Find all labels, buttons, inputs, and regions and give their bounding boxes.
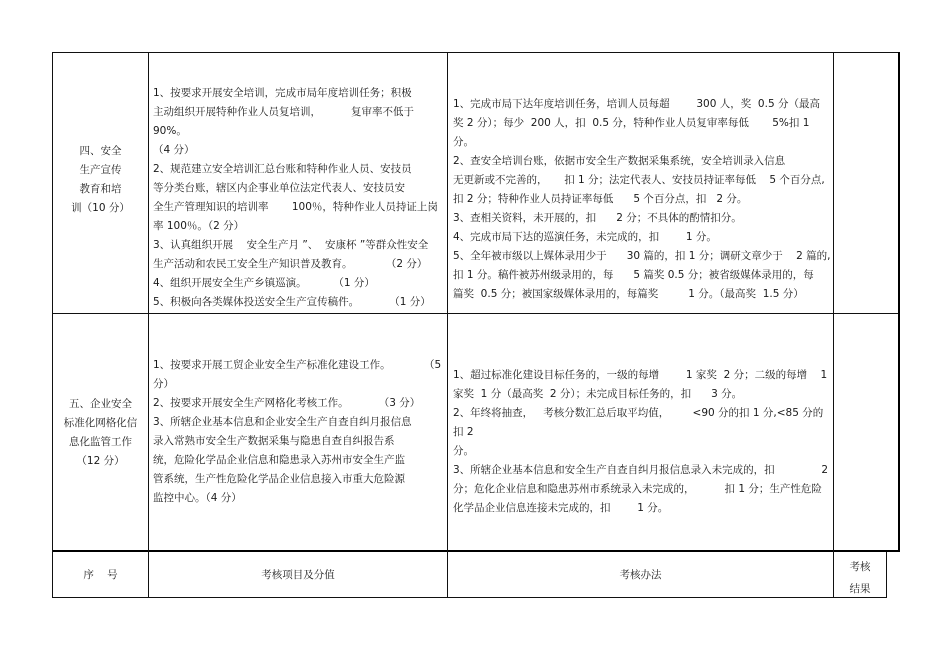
col-divider-2 — [447, 52, 448, 598]
col-divider-1 — [148, 52, 149, 598]
row-1-method-4: 4、完成市局下达的巡演任务，未完成的，扣 1 分。 — [453, 231, 717, 243]
row-2-items-cell — [153, 356, 445, 508]
row-1-method-3: 3、查相关资料，未开展的，扣 2 分；不具体的酌情扣分。 — [453, 212, 742, 224]
row-1-seq-cell — [53, 142, 148, 218]
row-2-seq: 五、企业安全 标准化网格化信 息化监管工作 （12 分） — [63, 398, 138, 467]
row-2-item-3: 3、所辖企业基本信息和企业安全生产自查自纠月报信息 录入常熟市安全生产数据采集与隐患自查自纠报告系 统，危险化学品企业信息和隐患录入苏州市安全生产监 管系统，生产性危险化学品企业信息接入市重大危险源 监控中心。（4 分） — [153, 416, 412, 504]
row-1-item-4: 4、组织开展安全生产乡镇巡演。 （1 分） — [153, 277, 375, 289]
row-2-item-2: 2、按要求开展安全生产网格化考核工作。 （3 分） — [153, 397, 421, 409]
col-right-border — [898, 52, 900, 552]
row-1-seq: 四、安全 生产宣传 教育和培 训（10 分） — [71, 145, 130, 214]
row-1-item-5: 5、积极向各类媒体投送安全生产宣传稿件。 （1 分） — [153, 296, 431, 308]
row-1-method-5: 5、全年被市级以上媒体录用少于 30 篇的，扣 1 分；调研文章少于 2 篇的, 扣 1 分。稿件被苏州级录用的，每 5 篇奖 0.5 分；被省级媒体录用的，每 篇奖 0.5 分；被国家级媒体录用的，每篇奖 1 分。（最高奖 1.5 分） — [453, 250, 831, 300]
row-1-item-2: 2、规范建立安全培训汇总台账和特种作业人员、安技员 等分类台账，辖区内企事业单位法定代表人、安技员安 全生产管理知识的培训率 100％，特种作业人员持证上岗 率 100％。（2 分） — [153, 163, 438, 232]
header-result-label: 考核 结果 — [849, 561, 871, 595]
header-result — [834, 556, 886, 600]
row-1-methods-cell — [453, 95, 831, 304]
col-divider-3 — [833, 52, 834, 598]
row-1-method-1: 1、完成市局下达年度培训任务，培训人员每超 300 人，奖 0.5 分（最高 奖 2 分）；每少 200 人，扣 0.5 分，特种作业人员复审率每低 5%扣 1 分。 — [453, 98, 820, 148]
row-1-item-1: 1、按要求开展安全培训，完成市局年度培训任务；积极 主动组织开展特种作业人员复培训， 复审率不低于 90%。 （4 分） — [153, 87, 415, 156]
row-2-item-1: 1、按要求开展工贸企业安全生产标准化建设工作。 （5 分） — [153, 359, 442, 390]
row-2-method-3: 3、所辖企业基本信息和安全生产自查自纠月报信息录入未完成的，扣 2 分；危化企业信息和隐患苏州市系统录入未完成的， 扣 1 分；生产性危险 化学品企业信息连接未完成的，扣 1 分。 — [453, 464, 829, 514]
row-1-method-2: 2、查安全培训台账，依据市安全生产数据采集系统，安全培训录入信息 无更新或不完善的， 扣 1 分；法定代表人、安技员持证率每低 5 个百分点, 扣 2 分；特种作业人员持证率每低 5 个百分点，扣 2 分。 — [453, 155, 825, 205]
row-2-method-1: 1、超过标准化建设目标任务的，一级的每增 1 家奖 2 分；二级的每增 1 家奖 1 分（最高奖 2 分）；未完成目标任务的，扣 3 分。 — [453, 369, 828, 400]
header-result-right-border — [886, 552, 887, 598]
row-2-method-2: 2、年终将抽查， 考核分数汇总后取平均值， <90 分的扣 1 分,<85 分的扣 2 分。 — [453, 407, 824, 457]
header-row-bottom — [52, 597, 886, 598]
header-seq: 序 号 — [83, 569, 118, 581]
col-left-border — [52, 52, 53, 598]
table-top-border — [52, 52, 899, 53]
header-methods: 考核办法 — [619, 569, 662, 581]
row-1-item-3: 3、认真组织开展 安全生产月 ”、 安康杯 ”等群众性安全 生产活动和农民工安全生产知识普及教育。 （2 分） — [153, 239, 429, 270]
row-2-methods-cell — [453, 366, 831, 518]
header-items: 考核项目及分值 — [261, 569, 335, 581]
row-1-items-cell — [153, 84, 445, 312]
row-divider — [52, 313, 899, 314]
row-2-seq-cell — [53, 395, 148, 471]
table-bottom-border — [52, 550, 899, 552]
